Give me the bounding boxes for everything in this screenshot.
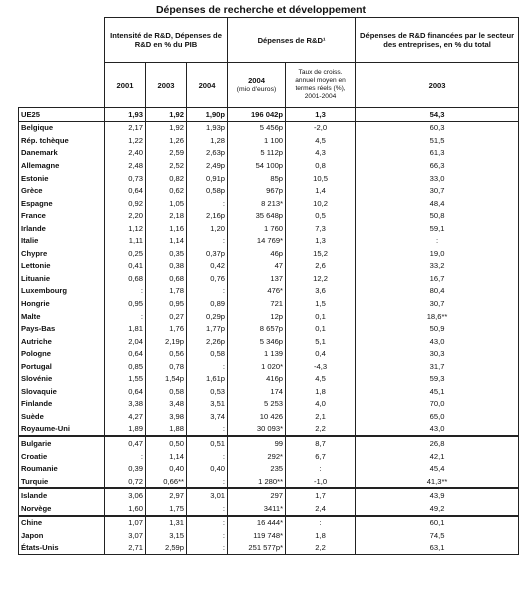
rd-2003-cell: 3,15: [146, 529, 187, 542]
rd-2004-cell: :: [187, 234, 228, 247]
rd-2004-cell: 0,58: [187, 347, 228, 360]
rd-2003-cell: 0,66**: [146, 475, 187, 489]
rd-2003-cell: 2,59p: [146, 542, 187, 555]
growth-rate-cell: 1,3: [286, 234, 356, 247]
col-growth-rate: Taux de croiss. annuel moyen en termes réels (%), 2001-2004: [286, 63, 356, 108]
rd-2004-cell: 0,58p: [187, 184, 228, 197]
rd-2003-cell: 0,56: [146, 347, 187, 360]
table-row: [19, 285, 519, 298]
business-share-cell: 60,1: [356, 516, 519, 530]
rd-2004-cell: 3,74: [187, 410, 228, 423]
table-row: [19, 436, 519, 450]
business-share-cell: 80,4: [356, 285, 519, 298]
table-row: [19, 184, 519, 197]
country-cell: États-Unis: [19, 542, 105, 555]
business-share-cell: 41,3**: [356, 475, 519, 489]
expenditure-2004-cell: 54 100p: [228, 159, 286, 172]
country-cell: Islande: [19, 488, 105, 502]
col-expenditure-2004: [228, 63, 286, 108]
rd-2003-cell: 1,05: [146, 197, 187, 210]
country-cell: Hongrie: [19, 297, 105, 310]
growth-rate-cell: 1,8: [286, 529, 356, 542]
table-row: [19, 322, 519, 335]
rd-2001-cell: 0,95: [105, 297, 146, 310]
table-row: [19, 121, 519, 134]
business-share-cell: 60,3: [356, 121, 519, 134]
expenditure-2004-cell: 3411*: [228, 502, 286, 516]
business-share-cell: 59,3: [356, 372, 519, 385]
rd-2004-cell: 3,51: [187, 398, 228, 411]
page-title: Dépenses de recherche et développement: [155, 4, 367, 16]
table-row: [19, 159, 519, 172]
rd-2004-cell: 0,91p: [187, 172, 228, 185]
growth-rate-cell: 1,3: [286, 108, 356, 122]
rd-2004-cell: 0,37p: [187, 247, 228, 260]
business-share-cell: 26,8: [356, 436, 519, 450]
growth-rate-cell: 2,2: [286, 423, 356, 437]
table-row: [19, 360, 519, 373]
country-cell: Croatie: [19, 450, 105, 463]
expenditure-2004-cell: 46p: [228, 247, 286, 260]
col-2001: 2001: [105, 63, 146, 108]
country-cell: Suède: [19, 410, 105, 423]
rd-2004-cell: 2,26p: [187, 335, 228, 348]
growth-rate-cell: 2,4: [286, 502, 356, 516]
business-share-cell: 74,5: [356, 529, 519, 542]
country-cell: Irlande: [19, 222, 105, 235]
rd-2001-cell: :: [105, 310, 146, 323]
rd-2003-cell: 1,76: [146, 322, 187, 335]
rd-2001-cell: 0,41: [105, 260, 146, 273]
rd-2004-cell: 3,01: [187, 488, 228, 502]
rd-2004-cell: 1,90p: [187, 108, 228, 122]
expenditure-2004-cell: 99: [228, 436, 286, 450]
country-cell: Estonie: [19, 172, 105, 185]
col-2003: 2003: [146, 63, 187, 108]
rd-2003-cell: 1,14: [146, 450, 187, 463]
expenditure-2004-cell: 174: [228, 385, 286, 398]
rd-2001-cell: 0,85: [105, 360, 146, 373]
business-share-cell: 61,3: [356, 147, 519, 160]
rd-2001-cell: 2,17: [105, 121, 146, 134]
table-row: [19, 529, 519, 542]
country-cell: Norvège: [19, 502, 105, 516]
growth-rate-cell: 2,6: [286, 260, 356, 273]
growth-rate-cell: -2,0: [286, 121, 356, 134]
rd-2003-cell: 1,31: [146, 516, 187, 530]
growth-rate-cell: 4,3: [286, 147, 356, 160]
rd-2001-cell: 0,64: [105, 385, 146, 398]
rd-2003-cell: 0,78: [146, 360, 187, 373]
country-cell: Royaume-Uni: [19, 423, 105, 437]
country-cell: France: [19, 209, 105, 222]
country-cell: Slovénie: [19, 372, 105, 385]
rd-2004-cell: 0,40: [187, 462, 228, 475]
rd-2001-cell: 0,68: [105, 272, 146, 285]
expenditure-2004-cell: 16 444*: [228, 516, 286, 530]
growth-rate-cell: -1,0: [286, 475, 356, 489]
expenditure-2004-cell: 476*: [228, 285, 286, 298]
business-share-cell: 45,1: [356, 385, 519, 398]
rd-2001-cell: 0,25: [105, 247, 146, 260]
table-row: [19, 209, 519, 222]
growth-rate-cell: 10,2: [286, 197, 356, 210]
country-cell: Pays-Bas: [19, 322, 105, 335]
country-cell: Pologne: [19, 347, 105, 360]
rd-2003-cell: 0,35: [146, 247, 187, 260]
table-row: [19, 462, 519, 475]
expenditure-2004-cell: 137: [228, 272, 286, 285]
col-business-2003: 2003: [356, 63, 519, 108]
col-expenditure-unit: (mio d'euros): [236, 86, 277, 93]
expenditure-2004-cell: 1 280**: [228, 475, 286, 489]
business-share-cell: :: [356, 234, 519, 247]
rd-2004-cell: 2,49p: [187, 159, 228, 172]
rd-2003-cell: 3,98: [146, 410, 187, 423]
rd-2001-cell: 0,92: [105, 197, 146, 210]
business-share-cell: 30,7: [356, 184, 519, 197]
growth-rate-cell: 0,1: [286, 310, 356, 323]
country-cell: Turquie: [19, 475, 105, 489]
rd-2003-cell: 0,58: [146, 385, 187, 398]
rd-2003-cell: 0,62: [146, 184, 187, 197]
business-share-cell: 43,9: [356, 488, 519, 502]
country-cell: UE25: [19, 108, 105, 122]
rd-2003-cell: 0,27: [146, 310, 187, 323]
rd-2001-cell: 0,64: [105, 184, 146, 197]
business-share-cell: 66,3: [356, 159, 519, 172]
rd-2004-cell: 1,61p: [187, 372, 228, 385]
corner-cell: [19, 18, 105, 63]
growth-rate-cell: 3,6: [286, 285, 356, 298]
rd-2001-cell: 0,73: [105, 172, 146, 185]
business-share-cell: 33,0: [356, 172, 519, 185]
business-share-cell: 43,0: [356, 335, 519, 348]
rd-2004-cell: 0,53: [187, 385, 228, 398]
rd-2004-cell: :: [187, 197, 228, 210]
table-row: [19, 108, 519, 122]
rd-2003-cell: 0,38: [146, 260, 187, 273]
rd-2004-cell: :: [187, 423, 228, 437]
table-row: [19, 398, 519, 411]
growth-rate-cell: 0,5: [286, 209, 356, 222]
rd-2004-cell: 1,20: [187, 222, 228, 235]
table-row: [19, 234, 519, 247]
business-share-cell: 42,1: [356, 450, 519, 463]
rd-2003-cell: 1,92: [146, 108, 187, 122]
expenditure-2004-cell: 5 253: [228, 398, 286, 411]
rd-2004-cell: :: [187, 450, 228, 463]
rd-2004-cell: :: [187, 529, 228, 542]
growth-rate-cell: 4,5: [286, 372, 356, 385]
rd-2001-cell: 2,40: [105, 147, 146, 160]
rd-2004-cell: 2,16p: [187, 209, 228, 222]
rd-2003-cell: 1,16: [146, 222, 187, 235]
country-cell: Autriche: [19, 335, 105, 348]
growth-rate-cell: :: [286, 462, 356, 475]
rd-2004-cell: 0,51: [187, 436, 228, 450]
country-cell: Japon: [19, 529, 105, 542]
rd-2004-cell: :: [187, 516, 228, 530]
business-share-cell: 54,3: [356, 108, 519, 122]
country-cell: Chine: [19, 516, 105, 530]
growth-rate-cell: 0,8: [286, 159, 356, 172]
business-share-cell: 63,1: [356, 542, 519, 555]
country-cell: Danemark: [19, 147, 105, 160]
rd-2001-cell: 4,27: [105, 410, 146, 423]
rd-2001-cell: 2,20: [105, 209, 146, 222]
rd-2004-cell: :: [187, 360, 228, 373]
country-cell: Bulgarie: [19, 436, 105, 450]
rd-2003-cell: 2,19p: [146, 335, 187, 348]
header-rd-expenditure: Dépenses de R&D¹: [228, 18, 356, 63]
rd-2001-cell: 0,72: [105, 475, 146, 489]
country-cell: Portugal: [19, 360, 105, 373]
header-rd-intensity: Intensité de R&D, Dépenses de R&D en % du PIB: [105, 18, 228, 63]
col-2004: 2004: [187, 63, 228, 108]
country-cell: Italie: [19, 234, 105, 247]
country-cell: Lettonie: [19, 260, 105, 273]
table-row: [19, 502, 519, 516]
rd-2003-cell: 2,52: [146, 159, 187, 172]
table-row: [19, 450, 519, 463]
rd-2004-cell: :: [187, 502, 228, 516]
expenditure-2004-cell: 5 346p: [228, 335, 286, 348]
rd-2003-cell: 0,40: [146, 462, 187, 475]
business-share-cell: 70,0: [356, 398, 519, 411]
expenditure-2004-cell: 251 577p*: [228, 542, 286, 555]
growth-rate-cell: 10,5: [286, 172, 356, 185]
rd-2003-cell: 1,75: [146, 502, 187, 516]
country-cell: Luxembourg: [19, 285, 105, 298]
rd-expenditure-table: [18, 17, 519, 555]
corner-cell-lower: [19, 63, 105, 108]
expenditure-2004-cell: 1 020*: [228, 360, 286, 373]
rd-2004-cell: :: [187, 542, 228, 555]
business-share-cell: 65,0: [356, 410, 519, 423]
rd-2001-cell: :: [105, 285, 146, 298]
expenditure-2004-cell: 35 648p: [228, 209, 286, 222]
rd-2001-cell: 2,48: [105, 159, 146, 172]
rd-2001-cell: 1,07: [105, 516, 146, 530]
growth-rate-cell: 15,2: [286, 247, 356, 260]
expenditure-2004-cell: 1 760: [228, 222, 286, 235]
country-cell: Malte: [19, 310, 105, 323]
rd-2003-cell: 2,97: [146, 488, 187, 502]
rd-2001-cell: 1,22: [105, 134, 146, 147]
table-row: [19, 147, 519, 160]
growth-rate-cell: 2,1: [286, 410, 356, 423]
rd-2001-cell: 3,07: [105, 529, 146, 542]
growth-rate-cell: 12,2: [286, 272, 356, 285]
rd-2001-cell: 2,04: [105, 335, 146, 348]
growth-rate-cell: 1,4: [286, 184, 356, 197]
growth-rate-cell: 1,8: [286, 385, 356, 398]
rd-2003-cell: 2,18: [146, 209, 187, 222]
business-share-cell: 33,2: [356, 260, 519, 273]
table-row: [19, 247, 519, 260]
rd-2003-cell: 0,68: [146, 272, 187, 285]
table-row: [19, 410, 519, 423]
rd-2001-cell: 1,93: [105, 108, 146, 122]
rd-2003-cell: 1,26: [146, 134, 187, 147]
rd-2003-cell: 0,82: [146, 172, 187, 185]
table-row: [19, 222, 519, 235]
expenditure-2004-cell: 292*: [228, 450, 286, 463]
expenditure-2004-cell: 721: [228, 297, 286, 310]
growth-rate-cell: 1,5: [286, 297, 356, 310]
business-share-cell: 30,3: [356, 347, 519, 360]
table-row: [19, 488, 519, 502]
header-business-financed: Dépenses de R&D financées par le secteur des entreprises, en % du total: [356, 18, 519, 63]
growth-rate-cell: 4,0: [286, 398, 356, 411]
expenditure-2004-cell: 85p: [228, 172, 286, 185]
rd-2004-cell: 2,63p: [187, 147, 228, 160]
table-row: [19, 347, 519, 360]
country-cell: Chypre: [19, 247, 105, 260]
table-row: [19, 475, 519, 489]
rd-2003-cell: 1,88: [146, 423, 187, 437]
country-cell: Allemagne: [19, 159, 105, 172]
country-cell: Lituanie: [19, 272, 105, 285]
rd-2001-cell: 2,71: [105, 542, 146, 555]
country-cell: Grèce: [19, 184, 105, 197]
business-share-cell: 19,0: [356, 247, 519, 260]
expenditure-2004-cell: 30 093*: [228, 423, 286, 437]
rd-2003-cell: 2,59: [146, 147, 187, 160]
rd-2004-cell: 1,93p: [187, 121, 228, 134]
expenditure-2004-cell: 5 112p: [228, 147, 286, 160]
growth-rate-cell: 8,7: [286, 436, 356, 450]
expenditure-2004-cell: 416p: [228, 372, 286, 385]
business-share-cell: 59,1: [356, 222, 519, 235]
rd-2003-cell: 3,48: [146, 398, 187, 411]
expenditure-2004-cell: 196 042p: [228, 108, 286, 122]
table-row: [19, 516, 519, 530]
country-cell: Belgique: [19, 121, 105, 134]
rd-2003-cell: 0,50: [146, 436, 187, 450]
expenditure-2004-cell: 14 769*: [228, 234, 286, 247]
table-row: [19, 310, 519, 323]
rd-2004-cell: :: [187, 475, 228, 489]
rd-2004-cell: 0,29p: [187, 310, 228, 323]
business-share-cell: 51,5: [356, 134, 519, 147]
rd-2001-cell: 1,12: [105, 222, 146, 235]
rd-2004-cell: 1,77p: [187, 322, 228, 335]
expenditure-2004-cell: 967p: [228, 184, 286, 197]
rd-2004-cell: 0,89: [187, 297, 228, 310]
expenditure-2004-cell: 5 456p: [228, 121, 286, 134]
table-row: [19, 423, 519, 437]
growth-rate-cell: 0,4: [286, 347, 356, 360]
growth-rate-cell: 2,2: [286, 542, 356, 555]
rd-2001-cell: 0,47: [105, 436, 146, 450]
table-row: [19, 172, 519, 185]
rd-2001-cell: 0,64: [105, 347, 146, 360]
rd-2001-cell: 1,81: [105, 322, 146, 335]
expenditure-2004-cell: 1 139: [228, 347, 286, 360]
rd-2004-cell: 0,76: [187, 272, 228, 285]
rd-2001-cell: 1,89: [105, 423, 146, 437]
business-share-cell: 16,7: [356, 272, 519, 285]
rd-2003-cell: 1,78: [146, 285, 187, 298]
expenditure-2004-cell: 1 100: [228, 134, 286, 147]
expenditure-2004-cell: 12p: [228, 310, 286, 323]
table-row: [19, 260, 519, 273]
rd-2001-cell: 1,11: [105, 234, 146, 247]
rd-2001-cell: 1,60: [105, 502, 146, 516]
expenditure-2004-cell: 8 213*: [228, 197, 286, 210]
business-share-cell: 50,8: [356, 209, 519, 222]
table-row: [19, 335, 519, 348]
table-body: [19, 108, 519, 555]
rd-2001-cell: :: [105, 450, 146, 463]
rd-2003-cell: 0,95: [146, 297, 187, 310]
table-row: [19, 372, 519, 385]
country-cell: Slovaquie: [19, 385, 105, 398]
rd-2004-cell: 0,42: [187, 260, 228, 273]
country-cell: Rép. tchèque: [19, 134, 105, 147]
country-cell: Roumanie: [19, 462, 105, 475]
rd-2001-cell: 3,38: [105, 398, 146, 411]
growth-rate-cell: 1,7: [286, 488, 356, 502]
business-share-cell: 45,4: [356, 462, 519, 475]
col-expenditure-year: 2004: [248, 76, 265, 85]
business-share-cell: 31,7: [356, 360, 519, 373]
expenditure-2004-cell: 235: [228, 462, 286, 475]
country-cell: Finlande: [19, 398, 105, 411]
rd-2001-cell: 0,39: [105, 462, 146, 475]
business-share-cell: 18,6**: [356, 310, 519, 323]
country-cell: Espagne: [19, 197, 105, 210]
growth-rate-cell: 6,7: [286, 450, 356, 463]
rd-2003-cell: 1,14: [146, 234, 187, 247]
rd-2004-cell: :: [187, 285, 228, 298]
table-row: [19, 297, 519, 310]
business-share-cell: 48,4: [356, 197, 519, 210]
table-row: [19, 272, 519, 285]
growth-rate-cell: 4,5: [286, 134, 356, 147]
table-row: [19, 197, 519, 210]
rd-2001-cell: 3,06: [105, 488, 146, 502]
business-share-cell: 43,0: [356, 423, 519, 437]
rd-2001-cell: 1,55: [105, 372, 146, 385]
table-row: [19, 134, 519, 147]
rd-2003-cell: 1,92: [146, 121, 187, 134]
business-share-cell: 30,7: [356, 297, 519, 310]
expenditure-2004-cell: 8 657p: [228, 322, 286, 335]
expenditure-2004-cell: 47: [228, 260, 286, 273]
business-share-cell: 49,2: [356, 502, 519, 516]
business-share-cell: 50,9: [356, 322, 519, 335]
expenditure-2004-cell: 119 748*: [228, 529, 286, 542]
growth-rate-cell: 0,1: [286, 322, 356, 335]
rd-2004-cell: 1,28: [187, 134, 228, 147]
table-row: [19, 385, 519, 398]
growth-rate-cell: -4,3: [286, 360, 356, 373]
expenditure-2004-cell: 10 426: [228, 410, 286, 423]
expenditure-2004-cell: 297: [228, 488, 286, 502]
table-row: [19, 542, 519, 555]
growth-rate-cell: :: [286, 516, 356, 530]
growth-rate-cell: 5,1: [286, 335, 356, 348]
growth-rate-cell: 7,3: [286, 222, 356, 235]
rd-2003-cell: 1,54p: [146, 372, 187, 385]
